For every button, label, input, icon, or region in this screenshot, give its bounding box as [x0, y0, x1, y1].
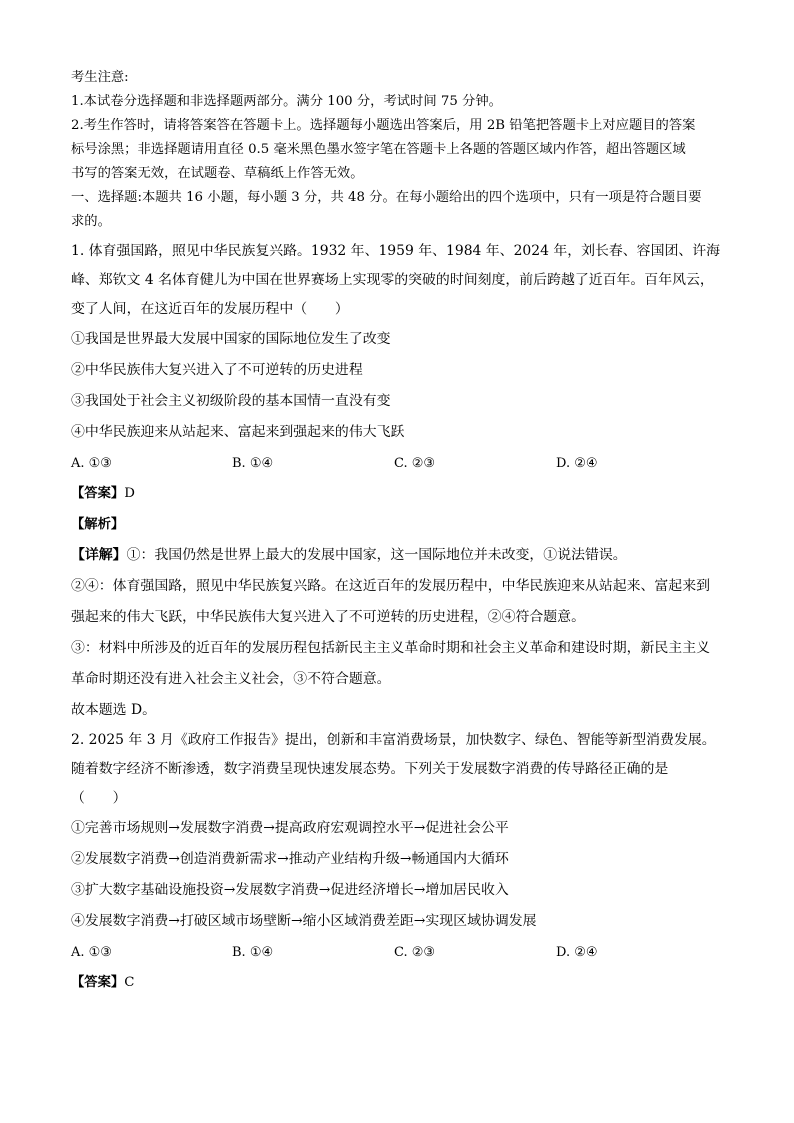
q1-detail-line: 故本题选 D。 — [71, 702, 157, 718]
q1-detail-line: 革命时期还没有进入社会主义社会，③不符合题意。 — [71, 671, 391, 687]
answer-tag: 【答案】 — [71, 486, 125, 501]
q1-option-c: C. ②③ — [394, 455, 436, 471]
notice-item-2: 2.考生作答时，请将答案答在答题卡上。选择题每小题选出答案后，用 2B 铅笔把答题卡上对应题目的答案 — [71, 118, 696, 133]
q1-detail-line: ③：材料中所涉及的近百年的发展历程包括新民主主义革命时期和社会主义革命和建设时期，新民主主义 — [71, 640, 710, 656]
q1-answer — [71, 478, 723, 509]
q2-option-a: A. ①③ — [71, 944, 112, 960]
q2-option-b: B. ①④ — [232, 944, 274, 960]
q2-stem-line: （ ） — [71, 790, 127, 806]
notice-item-2-cont: 标号涂黑；非选择题请用直径 0.5 毫米黑色墨水签字笔在答题卡上各题的答题区域内作答，超出答题区域 — [71, 142, 686, 157]
q1-detail-text: ①：我国仍然是世界上最大的发展中国家，这一国际地位并未改变，①说法错误。 — [126, 547, 627, 563]
answer-tag: 【答案】 — [71, 975, 125, 990]
detail-tag: 【详解】 — [71, 547, 127, 563]
q1-options — [71, 448, 723, 478]
q2-option-d: D. ②④ — [556, 944, 598, 960]
section-heading-cont: 求的。 — [71, 214, 111, 229]
q1-option-a: A. ①③ — [71, 455, 112, 471]
q1-statement: ③我国处于社会主义初级阶段的基本国情一直没有变 — [71, 393, 391, 409]
notice-item-2-cont2: 书写的答案无效，在试题卷、草稿纸上作答无效。 — [71, 166, 364, 181]
q1-detail-line — [71, 540, 723, 571]
q2-statement: ①完善市场规则→发展数字消费→提高政府宏观调控水平→促进社会公平 — [71, 820, 509, 836]
q2-answer-value: C — [124, 975, 135, 990]
q2-statement: ③扩大数字基础设施投资→发展数字消费→促进经济增长→增加居民收入 — [71, 882, 509, 898]
q1-answer-value: D — [124, 486, 135, 501]
q2-statement: ④发展数字消费→打破区域市场壁断→缩小区域消费差距→实现区域协调发展 — [71, 913, 537, 929]
question-2 — [71, 726, 723, 998]
q1-stem-line: 变了人间，在这近百年的发展历程中（ ） — [71, 301, 349, 317]
q2-options — [71, 937, 723, 967]
q2-stem-line: 2. 2025 年 3 月《政府工作报告》提出，创新和丰富消费场景，加快数字、绿色、智能等新型消费发展。 — [71, 732, 716, 748]
q1-stem-line: 1. 体育强国路，照见中华民族复兴路。1932 年、1959 年、1984 年、2024 年，刘长春、容国团、许海 — [71, 243, 721, 259]
notice-title: 考生注意: — [71, 70, 129, 85]
q1-option-d: D. ②④ — [556, 455, 598, 471]
q1-detail-line: ②④：体育强国路，照见中华民族复兴路。在这近百年的发展历程中，中华民族迎来从站起来、富起来到 — [71, 578, 710, 594]
q1-detail-line: 强起来的伟大飞跃，中华民族伟大复兴进入了不可逆转的历史进程，②④符合题意。 — [71, 609, 585, 625]
question-1 — [71, 237, 723, 726]
q1-analysis — [71, 509, 723, 540]
q1-option-b: B. ①④ — [232, 455, 274, 471]
exam-page — [71, 66, 723, 998]
notice-item-1: 1.本试卷分选择题和非选择题两部分。满分 100 分，考试时间 75 分钟。 — [71, 94, 502, 109]
q1-statement: ④中华民族迎来从站起来、富起来到强起来的伟大飞跃 — [71, 424, 405, 440]
q2-statement: ②发展数字消费→创造消费新需求→推动产业结构升级→畅通国内大循环 — [71, 851, 509, 867]
analysis-tag: 【解析】 — [71, 517, 125, 532]
q1-statement: ②中华民族伟大复兴进入了不可逆转的历史进程 — [71, 362, 363, 378]
q2-answer — [71, 967, 723, 998]
exam-notice — [71, 66, 723, 234]
q1-stem-line: 峰、郑钦文 4 名体育健儿为中国在世界赛场上实现零的突破的时间刻度，前后跨越了近百年。百年风云， — [71, 272, 714, 288]
section-heading: 一、选择题:本题共 16 小题，每小题 3 分，共 48 分。在每小题给出的四个选项中，只有一项是符合题目要 — [71, 190, 702, 205]
q2-option-c: C. ②③ — [394, 944, 436, 960]
q2-stem-line: 随着数字经济不断渗透，数字消费呈现快速发展态势。下列关于发展数字消费的传导路径正确的是 — [71, 761, 669, 777]
q1-statement: ①我国是世界最大发展中国家的国际地位发生了改变 — [71, 331, 391, 347]
